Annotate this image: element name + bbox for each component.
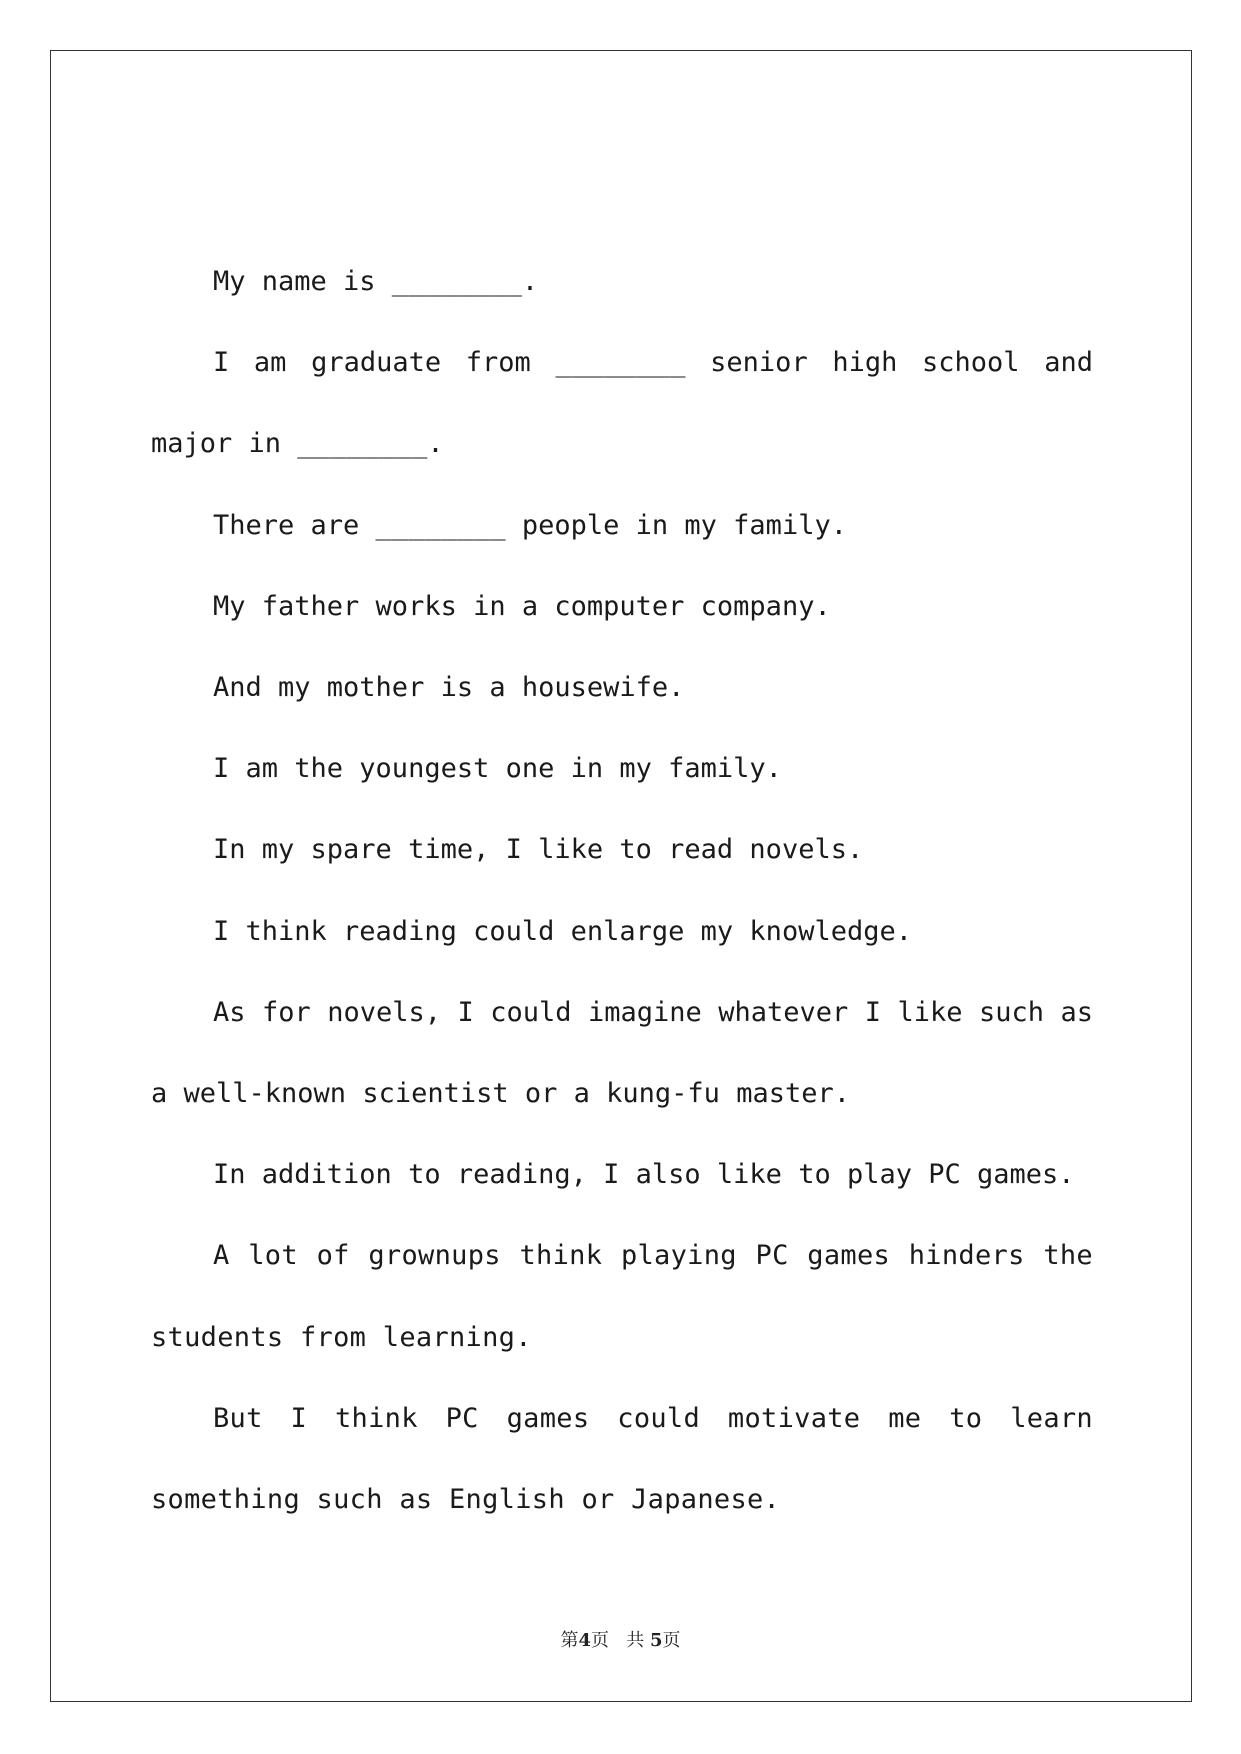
page-label-prefix: 第 (560, 1630, 579, 1651)
paragraph-name: My name is ________. (213, 266, 539, 297)
page-footer (0, 1626, 1241, 1652)
paragraph-reading: I think reading could enlarge my knowledge. (213, 915, 912, 947)
paragraph-grownups: A lot of grownups think playing PC games hinders the students from learning. (151, 1240, 1093, 1353)
paragraph-mother: And my mother is a housewife. (213, 672, 685, 704)
paragraph-spare-time: In my spare time, I like to read novels. (213, 834, 864, 866)
paragraph-novels: As for novels, I could imagine whatever I like such as a well-known scientist or a kung-fu master. (151, 996, 1093, 1110)
page-label-suffix: 页 (591, 1630, 610, 1651)
paragraph-motivate: But I think PC games could motivate me to learn something such as English or Japanese. (151, 1402, 1093, 1516)
document-body (151, 241, 1093, 1540)
paragraph-family-size: There are ________ people in my family. (213, 509, 847, 541)
paragraph-school: I am graduate from ________ senior high school and major in ________. (151, 347, 1093, 460)
total-label-prefix: 共 (626, 1630, 645, 1651)
paragraph-father: My father works in a computer company. (213, 590, 831, 622)
paragraph-pc-games: In addition to reading, I also like to play PC games. (213, 1159, 1075, 1191)
current-page-number: 4 (578, 1630, 592, 1651)
total-label-suffix: 页 (662, 1630, 681, 1651)
total-page-number: 5 (649, 1630, 663, 1651)
paragraph-youngest: I am the youngest one in my family. (213, 753, 782, 785)
